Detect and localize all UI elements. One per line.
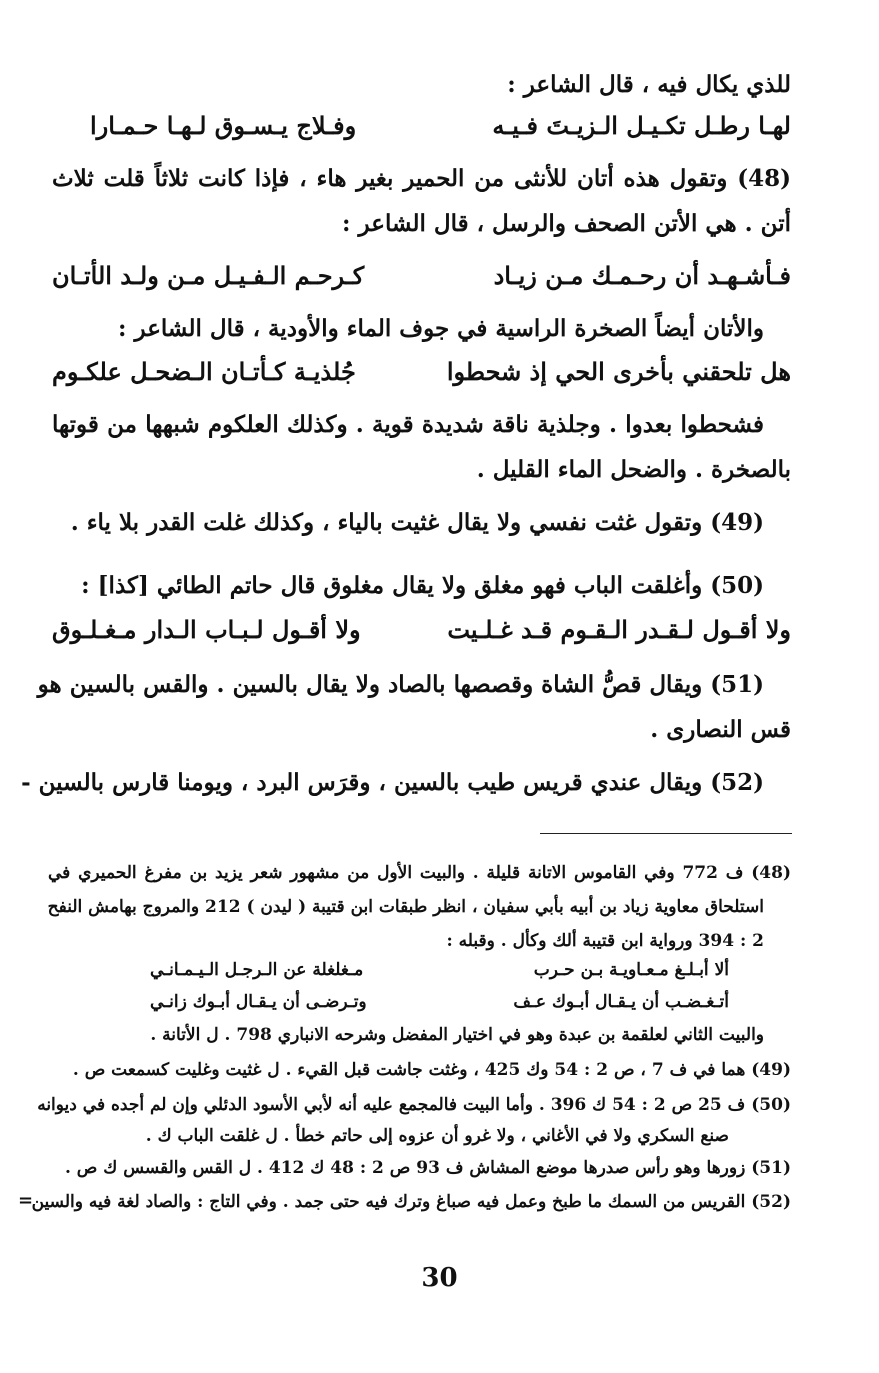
text-line: (50) وأغلقت الباب فهو مغلق ولا يقال مغلوق قال حاتم الطائي [كذا] : [81,572,764,599]
footnote-verse [150,990,729,1014]
footnote-line: استلحاق معاوية زياد بن أبيه بأبي سفيان ، انظر طبقات ابن قتيبة ( ليدن ) 212 والمروج بهامش النفح [47,897,764,917]
text-line: (48) وتقول هذه أتان للأنثى من الحمير بغير هاء ، فإذا كانت ثلاثاً قلت ثلاث [52,165,791,192]
page-number: 30 [421,1263,458,1293]
continuation-mark: = [18,1190,34,1211]
footnote-verse [150,958,729,982]
verse-first-hemistich: فـأشـهـد أن رحـمـك مـن زيـاد [493,261,791,290]
footnote-line: (48) ف 772 وفي القاموس الاتانة قليلة . والبيت الأول من مشهور شعر يزيد بن مفرغ الحميري في [48,863,791,883]
footnote-line: (49) هما في ف 7 ، ص 2 : 54 وك 425 ، وغثت جاشت قبل القيء . ل غثيت وغليت كسمعت ص . [72,1060,791,1080]
text-line: (51) ويقال قصُّ الشاة وقصصها بالصاد ولا يقال بالسين . والقس بالسين هو [37,671,764,698]
text-line: بالصخرة . والضحل الماء القليل . [476,456,791,483]
footnote-line: صنع السكري ولا في الأغاني ، ولا غرو أن عزوه إلى حاتم خطأ . ل غلقت الباب ك . [145,1126,729,1146]
verse-second-hemistich: كـرحـم الـفـيـل مـن ولـد الأتـان [52,261,365,290]
verse-second-hemistich: وفـلاج يـسـوق لـهـا حـمـارا [90,111,357,140]
footnote-line: والبيت الثاني لعلقمة بن عبدة وهو في اختيار المفضل وشرحه الانباري 798 . ل الأتانة . [150,1025,764,1045]
verse-first-hemistich: لهـا رطـل تكـيـل الـزيـتَ فـيـه [492,111,791,140]
text-line: (49) وتقول غثت نفسي ولا يقال غثيت بالياء ، وكذلك غلت القدر بلا ياء . [70,509,764,536]
text-line: (52) ويقال عندي قريس طيب بالسين ، وقرَس البرد ، ويومنا قارس بالسين - [21,769,764,796]
verse-first-hemistich: ألا أبـلـغ مـعـاويـة بـن حـرب [533,960,729,980]
text-line: والأتان أيضاً الصخرة الراسية في جوف الماء والأودية ، قال الشاعر : [118,315,764,342]
verse-second-hemistich: ولا أقـول لـبـاب الـدار مـغـلـوق [52,615,361,644]
verse-second-hemistich: جُلذيـة كـأتـان الـضحـل علكـوم [52,357,356,386]
text-line: فشحطوا بعدوا . وجلذية ناقة شديدة قوية . وكذلك العلكوم شبهها من قوتها [52,411,764,438]
verse-first-hemistich: ولا أقـول لـقـدر الـقـوم قـد غـلـيت [447,615,791,644]
poem-verse [52,260,791,292]
text-line: قس النصارى . [650,716,791,743]
poem-verse [52,356,791,388]
footnote-line: (50) ف 25 ص 2 : 54 ك 396 . وأما البيت فالمجمع عليه أنه لأبي الأسود الدئلي وإن لم أجده في ديوانه [37,1095,791,1115]
verse-first-hemistich: أتـغـضـب أن يـقـال أبـوك عـف [513,992,729,1012]
verse-first-hemistich: هل تلحقني بأخرى الحي إذ شحطوا [446,357,791,386]
text-line: أتن . هي الأتن الصحف والرسل ، قال الشاعر : [342,210,791,237]
footnote-line: (51) زورها وهو رأس صدرها موضع المشاش ف 93 ص 2 : 48 ك 412 . ل القس والقسس ك ص . [64,1158,791,1178]
poem-verse [90,110,791,142]
poem-verse [52,614,791,646]
footnote-separator [540,833,792,834]
footnote-line: (52) القريس من السمك ما طبخ وعمل فيه صباغ وترك فيه حتى جمد . وفي التاج : والصاد لغة فيه والسين [31,1192,791,1212]
verse-second-hemistich: مـغلغلة عن الـرجـل الـيـمـانـي [150,960,364,980]
verse-second-hemistich: وتـرضـى أن يـقـال أبـوك زانـي [150,992,367,1012]
text-line: للذي يكال فيه ، قال الشاعر : [507,71,791,98]
footnote-line: 2 : 394 ورواية ابن قتيبة ألك وكأل . وقبله : [446,931,764,951]
